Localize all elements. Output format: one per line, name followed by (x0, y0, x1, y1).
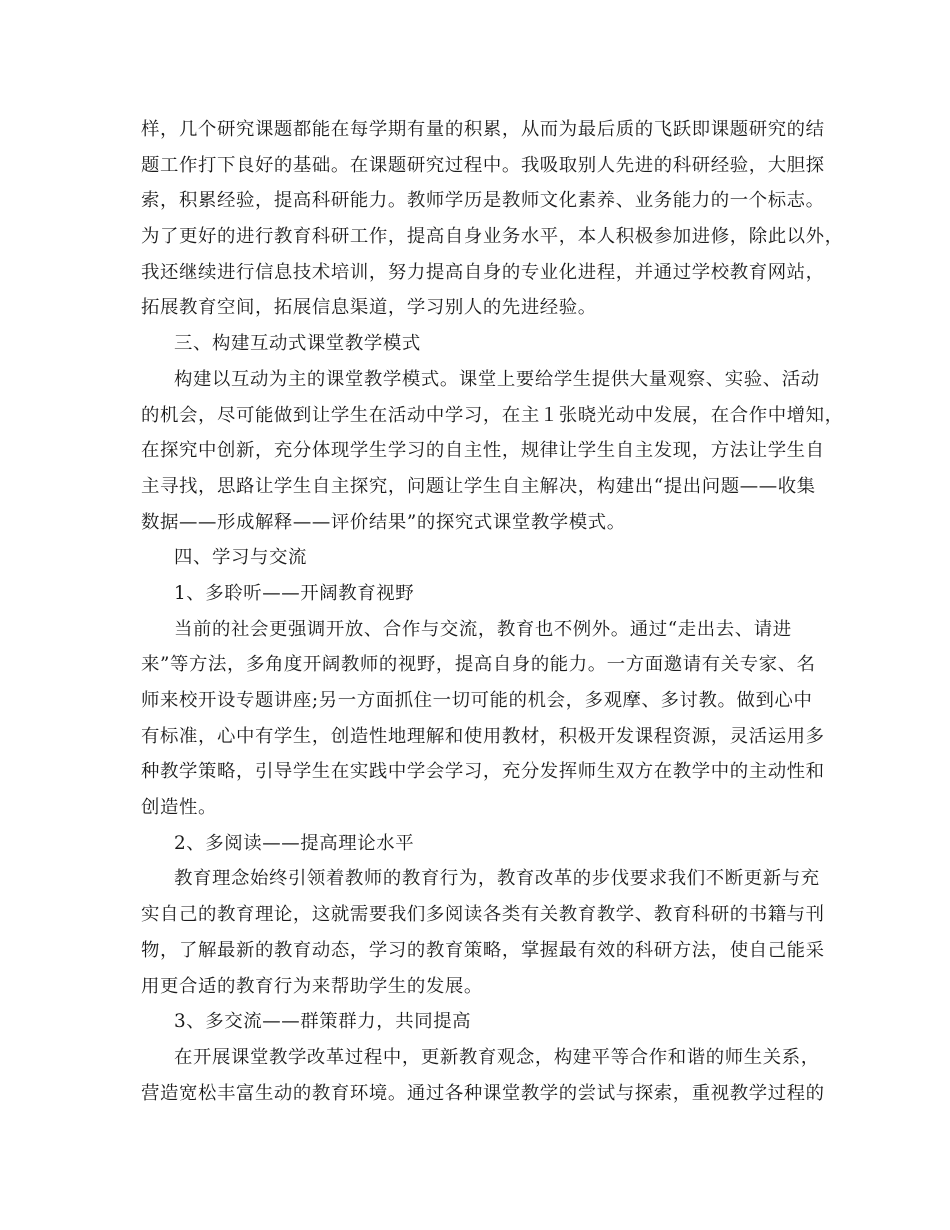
text-line: 数据——形成解释——评价结果”的探究式课堂教学模式。 (141, 511, 626, 533)
text-line: 主寻找，思路让学生自主探究，问题让学生自主解决，构建出“提出问题——收集 (141, 475, 816, 497)
section-heading: 三、构建互动式课堂教学模式 (174, 333, 421, 355)
text-line: 样，几个研究课题都能在每学期有量的积累，从而为最后质的飞跃即课题研究的结 (141, 119, 825, 140)
text-line: 构建以互动为主的课堂教学模式。课堂上要给学生提供大量观察、实验、活动 (174, 368, 820, 390)
text-line: 索，积累经验，提高科研能力。教师学历是教师文化素养、业务能力的一个标志。 (141, 190, 825, 212)
text-line: 来”等方法，多角度开阔教师的视野，提高自身的能力。一方面邀请有关专家、名 (141, 654, 816, 676)
text-line: 题工作打下良好的基础。在课题研究过程中。我吸取别人先进的科研经验，大胆探 (141, 154, 825, 176)
text-line: 我还继续进行信息技术培训，努力提高自身的专业化进程，并通过学校教育网站， (141, 261, 825, 283)
text-line: 为了更好的进行教育科研工作，提高自身业务水平，本人积极参加进修，除此以外， (141, 226, 844, 248)
text-line: 实自己的教育理论，这就需要我们多阅读各类有关教育教学、教育科研的书籍与刊 (141, 904, 825, 926)
text-line: 种教学策略，引导学生在实践中学会学习，充分发挥师生双方在教学中的主动性和 (141, 761, 825, 783)
subsection-heading: 3、多交流——群策群力，共同提高 (174, 1011, 472, 1033)
text-line: 用更合适的教育行为来帮助学生的发展。 (141, 975, 483, 997)
subsection-heading: 1、多聆听——开阔教育视野 (174, 582, 415, 604)
subsection-heading: 2、多阅读——提高理论水平 (174, 832, 415, 854)
text-line: 当前的社会更强调开放、合作与交流，教育也不例外。通过“走出去、请进 (174, 618, 792, 640)
text-line: 在开展课堂教学改革过程中，更新教育观念，构建平等合作和谐的师生关系， (174, 1046, 820, 1068)
text-line: 的机会，尽可能做到让学生在活动中学习，在主１张晓光动中发展，在合作中增知， (141, 404, 844, 426)
text-line: 创造性。 (141, 797, 217, 819)
text-line: 有标准，心中有学生，创造性地理解和使用教材，积极开发课程资源，灵活运用多 (141, 725, 825, 747)
section-heading: 四、学习与交流 (174, 547, 307, 569)
text-line: 营造宽松丰富生动的教育环境。通过各种课堂教学的尝试与探索，重视教学过程的 (141, 1082, 825, 1104)
text-line: 教育理念始终引领着教师的教育行为，教育改革的步伐要求我们不断更新与充 (174, 868, 820, 890)
text-line: 师来校开设专题讲座;另一方面抓住一切可能的机会，多观摩、多讨教。做到心中 (141, 690, 813, 711)
text-line: 在探究中创新，充分体现学生学习的自主性，规律让学生自主发现，方法让学生自 (141, 440, 825, 462)
document-body (141, 112, 844, 1111)
text-line: 拓展教育空间，拓展信息渠道，学习别人的先进经验。 (141, 297, 597, 319)
text-line: 物，了解最新的教育动态，学习的教育策略，掌握最有效的科研方法，使自己能采 (141, 939, 825, 961)
